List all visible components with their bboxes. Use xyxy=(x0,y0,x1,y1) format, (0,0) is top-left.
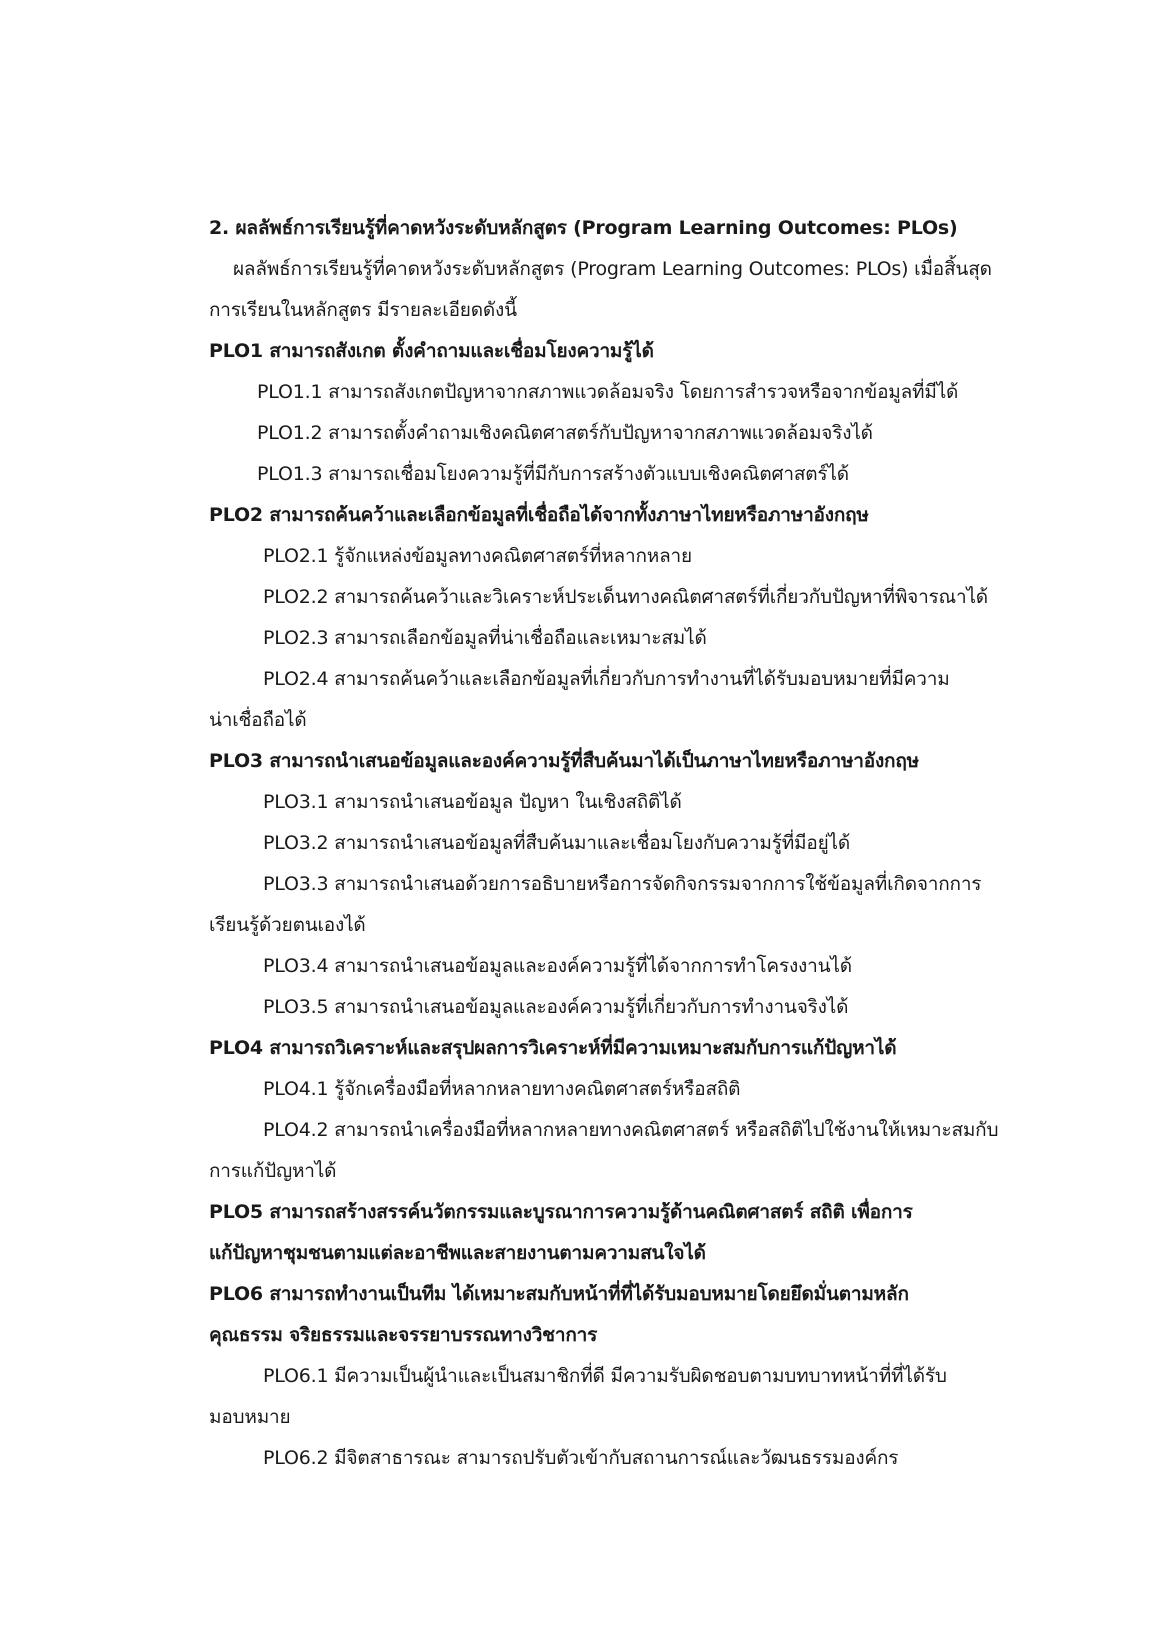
plo2-3-item: PLO2.3 สามารถเลือกข้อมูลที่น่าเชื่อถือและเหมาะสมได้ xyxy=(263,627,707,649)
plo2-4-item-continuation: น่าเชื่อถือได้ xyxy=(209,709,307,731)
plo1-2-item: PLO1.2 สามารถตั้งคำถามเชิงคณิตศาสตร์กับปัญหาจากสภาพแวดล้อมจริงได้ xyxy=(257,422,873,444)
plo3-3-item-continuation: เรียนรู้ด้วยตนเองได้ xyxy=(209,914,366,936)
plo6-1-item: PLO6.1 มีความเป็นผู้นำและเป็นสมาชิกที่ดี มีความรับผิดชอบตามบทบาทหน้าที่ที่ได้รับ xyxy=(263,1365,947,1387)
plo4-1-item: PLO4.1 รู้จักเครื่องมือที่หลากหลายทางคณิตศาสตร์หรือสถิติ xyxy=(263,1078,741,1100)
plo2-1-item: PLO2.1 รู้จักแหล่งข้อมูลทางคณิตศาสตร์ที่หลากหลาย xyxy=(263,545,692,567)
plo1-3-item: PLO1.3 สามารถเชื่อมโยงความรู้ที่มีกับการสร้างตัวแบบเชิงคณิตศาสตร์ได้ xyxy=(257,463,849,485)
intro-paragraph-line-2: การเรียนในหลักสูตร มีรายละเอียดดังนี้ xyxy=(209,299,517,321)
plo5-title-line-1: PLO5 สามารถสร้างสรรค์นวัตกรรมและบูรณาการความรู้ด้านคณิตศาสตร์ สถิติ เพื่อการ xyxy=(209,1201,913,1223)
intro-paragraph-line-1: ผลลัพธ์การเรียนรู้ที่คาดหวังระดับหลักสูตร (Program Learning Outcomes: PLOs) เมื่อสิ้นสุด xyxy=(233,258,992,280)
document-body xyxy=(209,208,1029,1479)
plo4-2-item: PLO4.2 สามารถนำเครื่องมือที่หลากหลายทางคณิตศาสตร์ หรือสถิติไปใช้งานให้เหมาะสมกับ xyxy=(263,1119,999,1141)
plo2-4-item: PLO2.4 สามารถค้นคว้าและเลือกข้อมูลที่เกี่ยวกับการทำงานที่ได้รับมอบหมายที่มีความ xyxy=(263,668,950,690)
plo3-2-item: PLO3.2 สามารถนำเสนอข้อมูลที่สืบค้นมาและเชื่อมโยงกับความรู้ที่มีอยู่ได้ xyxy=(263,832,850,854)
section-heading: 2. ผลลัพธ์การเรียนรู้ที่คาดหวังระดับหลักสูตร (Program Learning Outcomes: PLOs) xyxy=(209,217,958,239)
plo6-title-line-2: คุณธรรม จริยธรรมและจรรยาบรรณทางวิชาการ xyxy=(209,1324,598,1346)
plo6-1-item-continuation: มอบหมาย xyxy=(209,1406,291,1428)
plo3-1-item: PLO3.1 สามารถนำเสนอข้อมูล ปัญหา ในเชิงสถิติได้ xyxy=(263,791,682,813)
plo4-title: PLO4 สามารถวิเคราะห์และสรุปผลการวิเคราะห์ที่มีความเหมาะสมกับการแก้ปัญหาได้ xyxy=(209,1037,897,1059)
plo5-title-line-2: แก้ปัญหาชุมชนตามแต่ละอาชีพและสายงานตามความสนใจได้ xyxy=(209,1242,706,1264)
plo6-2-item: PLO6.2 มีจิตสาธารณะ สามารถปรับตัวเข้ากับสถานการณ์และวัฒนธรรมองค์กร xyxy=(263,1447,899,1469)
plo3-title: PLO3 สามารถนำเสนอข้อมูลและองค์ความรู้ที่สืบค้นมาได้เป็นภาษาไทยหรือภาษาอังกฤษ xyxy=(209,750,919,772)
plo2-title: PLO2 สามารถค้นคว้าและเลือกข้อมูลที่เชื่อถือได้จากทั้งภาษาไทยหรือภาษาอังกฤษ xyxy=(209,504,869,526)
plo1-1-item: PLO1.1 สามารถสังเกตปัญหาจากสภาพแวดล้อมจริง โดยการสำรวจหรือจากข้อมูลที่มีได้ xyxy=(257,381,959,403)
plo4-2-item-continuation: การแก้ปัญหาได้ xyxy=(209,1160,337,1182)
plo2-2-item: PLO2.2 สามารถค้นคว้าและวิเคราะห์ประเด็นทางคณิตศาสตร์ที่เกี่ยวกับปัญหาที่พิจารณาได้ xyxy=(263,586,988,608)
plo1-title: PLO1 สามารถสังเกต ตั้งคำถามและเชื่อมโยงความรู้ได้ xyxy=(209,340,654,362)
plo3-3-item: PLO3.3 สามารถนำเสนอด้วยการอธิบายหรือการจัดกิจกรรมจากการใช้ข้อมูลที่เกิดจากการ xyxy=(263,873,982,895)
plo3-4-item: PLO3.4 สามารถนำเสนอข้อมูลและองค์ความรู้ที่ได้จากการทำโครงงานได้ xyxy=(263,955,852,977)
plo6-title-line-1: PLO6 สามารถทำงานเป็นทีม ได้เหมาะสมกับหน้าที่ที่ได้รับมอบหมายโดยยึดมั่นตามหลัก xyxy=(209,1283,909,1305)
plo3-5-item: PLO3.5 สามารถนำเสนอข้อมูลและองค์ความรู้ที่เกี่ยวกับการทำงานจริงได้ xyxy=(263,996,849,1018)
